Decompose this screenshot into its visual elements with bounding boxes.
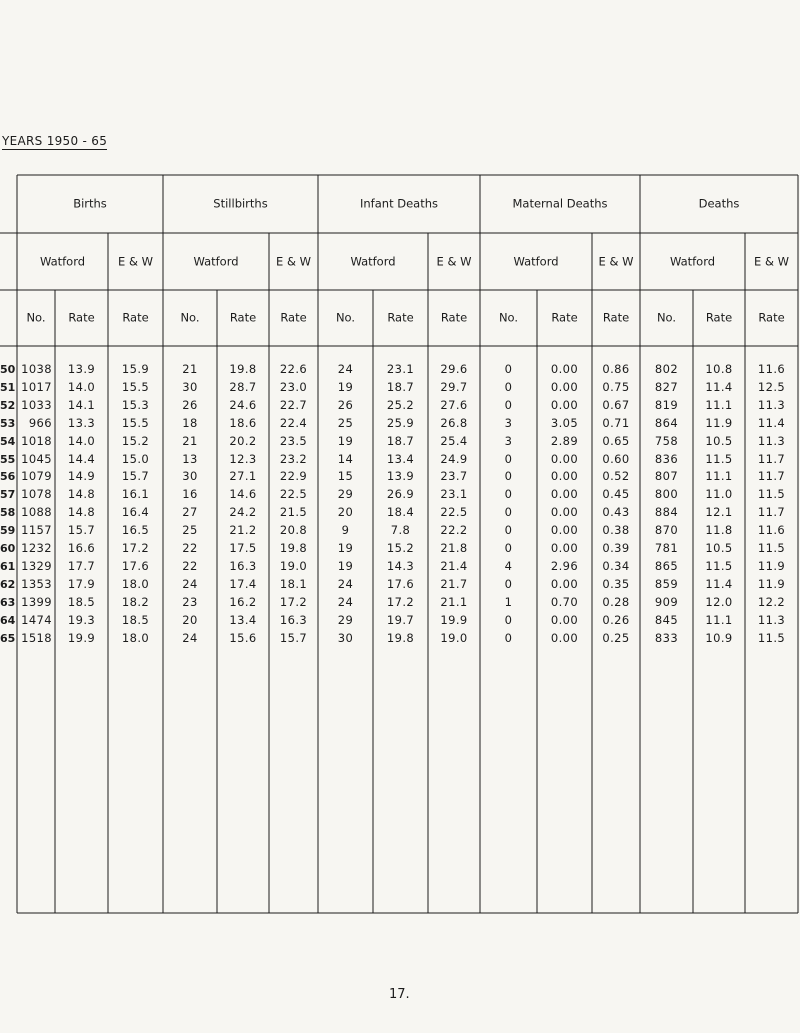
group-header: Maternal Deaths	[512, 196, 608, 211]
table-cell: 0.00	[550, 469, 579, 484]
table-cell: 21.8	[440, 541, 468, 555]
table-cell: 11.0	[705, 487, 733, 502]
table-cell: 833	[654, 630, 679, 645]
table-cell: 807	[654, 469, 679, 484]
table-cell: 11.6	[757, 362, 786, 376]
table-cell: 11.4	[705, 576, 733, 591]
column-header: Rate	[440, 310, 468, 325]
table-cell: 909	[654, 594, 679, 609]
table-cell: 15.5	[121, 415, 150, 430]
subgroup-header: Watford	[513, 253, 559, 268]
table-cell: 10.9	[705, 630, 733, 645]
table-cell: 802	[654, 362, 679, 376]
table-cell: 884	[654, 505, 679, 520]
table-cell: 24	[182, 576, 198, 591]
table-cell: 14.1	[67, 397, 96, 412]
table-cell: 18.7	[386, 433, 415, 448]
table-cell: 0	[504, 612, 513, 627]
table-cell: 23.5	[279, 433, 308, 448]
table-cell: 29.6	[440, 362, 468, 376]
column-header: Rate	[602, 310, 630, 325]
table-cell: 15	[337, 469, 354, 484]
table-cell: 12.2	[757, 594, 786, 609]
table-cell: 22	[182, 541, 198, 555]
table-cell: 14.3	[386, 558, 415, 573]
table-cell: 19.3	[67, 612, 96, 627]
table-cell: 13.9	[386, 469, 415, 484]
table-cell: 0.00	[550, 397, 579, 412]
table-cell: 11.1	[705, 612, 733, 627]
table-cell: 1038	[21, 362, 52, 376]
row-year: 58	[0, 506, 16, 520]
table-cell: 17.7	[67, 558, 96, 573]
table-cell: 16.1	[121, 487, 150, 502]
row-year: 60	[0, 542, 16, 555]
table-cell: 11.9	[757, 558, 786, 573]
subgroup-header: Watford	[193, 253, 239, 268]
row-year: 65	[0, 631, 16, 645]
table-cell: 17.2	[386, 594, 415, 609]
group-header: Infant Deaths	[360, 196, 438, 211]
table-cell: 24.2	[229, 505, 257, 520]
table-cell: 15.9	[121, 362, 150, 376]
table-cell: 2.89	[550, 433, 579, 448]
table-cell: 27.6	[440, 397, 468, 412]
table-cell: 0.00	[550, 379, 579, 394]
table-cell: 15.7	[121, 469, 150, 484]
table-cell: 11.5	[705, 558, 733, 573]
table-cell: 22	[182, 558, 198, 573]
column-header: Rate	[229, 310, 257, 325]
table-cell: 0.38	[602, 523, 630, 538]
table-cell: 30	[182, 469, 198, 484]
table-cell: 18.0	[121, 630, 150, 645]
table-cell: 30	[182, 379, 198, 394]
row-year: 62	[0, 577, 16, 591]
table-cell: 11.8	[705, 523, 733, 538]
table-cell: 0.65	[602, 433, 630, 448]
column-header: Rate	[551, 310, 578, 325]
row-year: 61	[0, 559, 16, 573]
table-cell: 864	[654, 415, 679, 430]
table-cell: 28.7	[229, 379, 257, 394]
table-cell: 0.00	[550, 523, 579, 538]
table-cell: 21	[182, 362, 198, 376]
row-year: 56	[0, 470, 16, 484]
table-cell: 20.8	[279, 523, 308, 538]
table-cell: 24	[337, 576, 354, 591]
table-cell: 0.75	[602, 379, 630, 394]
table-cell: 25.9	[386, 415, 415, 430]
table-cell: 17.4	[229, 576, 257, 591]
table-cell: 22.5	[279, 487, 308, 502]
table-cell: 19.9	[67, 630, 96, 645]
table-cell: 17.9	[67, 576, 96, 591]
table-cell: 870	[654, 523, 679, 538]
table-cell: 11.5	[757, 630, 786, 645]
table-cell: 1329	[21, 558, 52, 573]
table-cell: 14.8	[67, 487, 96, 502]
table-cell: 15.5	[121, 379, 150, 394]
table-cell: 19.8	[279, 541, 308, 555]
row-year: 53	[0, 416, 16, 430]
table-cell: 18.0	[121, 576, 150, 591]
table-cell: 0.70	[550, 594, 579, 609]
table-cell: 20.2	[229, 433, 257, 448]
table-cell: 15.3	[121, 397, 150, 412]
table-cell: 827	[654, 379, 679, 394]
table-cell: 0.60	[602, 451, 630, 466]
table-cell: 20	[337, 505, 354, 520]
row-year: 55	[0, 452, 16, 466]
row-year: 52	[0, 398, 16, 412]
table-cell: 21	[182, 433, 198, 448]
table-cell: 21.2	[229, 523, 257, 538]
table-cell: 19.8	[229, 362, 257, 376]
table-cell: 819	[654, 397, 679, 412]
table-cell: 24	[182, 630, 198, 645]
table-cell: 1018	[21, 433, 52, 448]
table-cell: 0	[504, 469, 513, 484]
table-cell: 0.35	[602, 576, 630, 591]
table-cell: 30	[337, 630, 354, 645]
table-cell: 16.3	[279, 612, 308, 627]
table-cell: 13.3	[67, 415, 96, 430]
table-cell: 11.4	[705, 379, 733, 394]
table-cell: 800	[654, 487, 679, 502]
table-cell: 24	[337, 594, 354, 609]
table-cell: 836	[654, 451, 679, 466]
table-cell: 21.5	[279, 505, 308, 520]
table-cell: 11.5	[705, 451, 733, 466]
table-cell: 0.71	[602, 415, 630, 430]
column-header: No.	[26, 310, 46, 325]
table-cell: 1474	[21, 612, 52, 627]
table-cell: 23	[182, 594, 198, 609]
table-cell: 10.8	[705, 362, 733, 376]
row-year: 64	[0, 613, 16, 627]
table-cell: 11.9	[705, 415, 733, 430]
table-cell: 1232	[21, 541, 52, 555]
group-header: Stillbirths	[213, 196, 268, 211]
table-cell: 26.9	[386, 487, 415, 502]
table-cell: 15.7	[67, 523, 96, 538]
row-year: 59	[0, 524, 16, 538]
table-cell: 2.96	[550, 558, 579, 573]
table-cell: 22.9	[279, 469, 308, 484]
table-cell: 11.1	[705, 469, 733, 484]
column-header: No.	[498, 310, 519, 325]
table-cell: 14	[337, 451, 354, 466]
subgroup-header: E & W	[754, 253, 789, 268]
table-cell: 18	[182, 415, 198, 430]
table-cell: 27.1	[229, 469, 257, 484]
table-cell: 14.4	[67, 451, 96, 466]
group-header: Deaths	[698, 196, 740, 211]
table-cell: 11.7	[757, 469, 786, 484]
table-cell: 865	[654, 558, 679, 573]
table-cell: 11.7	[757, 505, 786, 520]
table-cell: 29.7	[440, 379, 468, 394]
table-cell: 26.8	[440, 415, 468, 430]
table-cell: 21.4	[440, 558, 468, 573]
table-cell: 0	[504, 541, 513, 555]
table-cell: 19.0	[279, 558, 308, 573]
table-cell: 15.2	[386, 541, 415, 555]
table-cell: 26	[182, 397, 198, 412]
table-cell: 19	[337, 433, 354, 448]
table-cell: 0.00	[550, 362, 579, 376]
table-cell: 23.7	[440, 469, 468, 484]
table-cell: 758	[654, 433, 679, 448]
table-cell: 0	[504, 523, 513, 538]
table-cell: 0	[504, 630, 513, 645]
table-cell: 14.8	[67, 505, 96, 520]
row-year: 51	[0, 380, 16, 394]
table-cell: 0	[504, 379, 513, 394]
table-cell: 7.8	[390, 523, 411, 538]
table-cell: 1079	[21, 469, 52, 484]
table-cell: 17.2	[121, 541, 150, 555]
table-cell: 0.00	[550, 576, 579, 591]
table-cell: 22.5	[440, 505, 468, 520]
subgroup-header: E & W	[276, 253, 311, 268]
table-cell: 0	[504, 487, 513, 502]
table-cell: 11.7	[757, 451, 786, 466]
table-cell: 11.1	[705, 397, 733, 412]
table-cell: 0	[504, 397, 513, 412]
table-cell: 15.7	[279, 630, 308, 645]
table-cell: 11.5	[757, 541, 786, 555]
table-cell: 966	[28, 415, 52, 430]
table-cell: 18.6	[229, 415, 257, 430]
column-header: No.	[656, 310, 677, 325]
table-cell: 1	[504, 594, 513, 609]
table-cell: 9	[341, 523, 350, 538]
table-cell: 16.2	[229, 594, 257, 609]
table-cell: 0.43	[602, 505, 630, 520]
table-cell: 23.1	[386, 362, 415, 376]
table-cell: 25.4	[440, 433, 468, 448]
table-cell: 22.7	[279, 397, 308, 412]
table-cell: 18.7	[386, 379, 415, 394]
table-cell: 1088	[21, 505, 52, 520]
table-cell: 0.00	[550, 612, 579, 627]
row-year: 50	[0, 363, 16, 376]
group-header: Births	[73, 196, 107, 211]
table-cell: 19.8	[386, 630, 415, 645]
table-cell: 781	[654, 541, 679, 555]
subgroup-header: E & W	[436, 253, 472, 268]
column-header: Rate	[280, 310, 307, 325]
table-cell: 14.0	[67, 379, 96, 394]
table-cell: 11.6	[757, 523, 786, 538]
table-cell: 18.5	[121, 612, 150, 627]
table-cell: 16.5	[121, 523, 150, 538]
column-header: Rate	[68, 310, 95, 325]
table-cell: 11.3	[757, 433, 786, 448]
table-cell: 14.9	[67, 469, 96, 484]
column-header: Rate	[387, 310, 414, 325]
table-cell: 3	[504, 415, 513, 430]
table-cell: 0.25	[602, 630, 630, 645]
table-cell: 24	[337, 362, 354, 376]
table-cell: 1353	[21, 576, 52, 591]
table-cell: 19	[337, 558, 354, 573]
table-cell: 24.9	[440, 451, 468, 466]
table-cell: 17.6	[121, 558, 150, 573]
table-cell: 19.0	[440, 630, 468, 645]
column-header: Rate	[705, 310, 733, 325]
table-cell: 18.5	[67, 594, 96, 609]
table-cell: 0	[504, 505, 513, 520]
table-cell: 14.6	[229, 487, 257, 502]
table-cell: 22.2	[440, 523, 468, 538]
table-cell: 16	[182, 487, 198, 502]
table-cell: 18.1	[279, 576, 308, 591]
column-header: Rate	[758, 310, 785, 325]
table-cell: 16.4	[121, 505, 150, 520]
table-cell: 0.00	[550, 541, 579, 555]
table-cell: 19	[337, 541, 354, 555]
table-cell: 10.5	[705, 541, 733, 555]
table-cell: 12.0	[705, 594, 733, 609]
table-cell: 22.6	[279, 362, 308, 376]
table-cell: 859	[654, 576, 679, 591]
table-cell: 19.9	[440, 612, 468, 627]
page-heading: YEARS 1950 - 65	[2, 134, 108, 148]
table-cell: 25	[182, 523, 198, 538]
table-cell: 0.00	[550, 630, 579, 645]
table-cell: 25.2	[386, 397, 415, 412]
table-cell: 29	[337, 487, 354, 502]
table-cell: 0.34	[602, 558, 630, 573]
table-cell: 1078	[21, 487, 52, 502]
column-header: No.	[335, 310, 356, 325]
table-cell: 11.9	[757, 576, 786, 591]
page-number: 17.	[389, 987, 410, 1002]
table-cell: 18.4	[386, 505, 415, 520]
table-cell: 1045	[21, 451, 52, 466]
table-cell: 22.4	[279, 415, 308, 430]
table-cell: 29	[337, 612, 354, 627]
table-cell: 0.86	[602, 362, 630, 376]
table-cell: 13	[182, 451, 198, 466]
table-cell: 845	[654, 612, 679, 627]
table-cell: 11.5	[757, 487, 786, 502]
table-cell: 21.1	[440, 594, 468, 609]
table-cell: 13.4	[386, 451, 415, 466]
table-cell: 17.2	[279, 594, 308, 609]
table-cell: 16.6	[67, 541, 96, 555]
table-cell: 0.00	[550, 487, 579, 502]
table-cell: 15.6	[229, 630, 257, 645]
table-cell: 12.3	[229, 451, 257, 466]
table-cell: 4	[504, 558, 513, 573]
table-cell: 20	[182, 612, 198, 627]
table-cell: 21.7	[440, 576, 468, 591]
subgroup-header: E & W	[598, 253, 634, 268]
table-cell: 1033	[21, 397, 52, 412]
table-cell: 0.00	[550, 451, 579, 466]
table-cell: 27	[182, 505, 198, 520]
table-cell: 23.0	[279, 379, 308, 394]
row-year: 63	[0, 595, 16, 609]
table-cell: 1157	[21, 523, 52, 538]
table-cell: 12.1	[705, 505, 733, 520]
table-cell: 1399	[21, 594, 52, 609]
table-cell: 11.4	[757, 415, 786, 430]
table-cell: 11.3	[757, 612, 786, 627]
table-cell: 13.4	[229, 612, 257, 627]
table-cell: 0.45	[602, 487, 630, 502]
table-cell: 0	[504, 576, 513, 591]
table-cell: 3	[504, 433, 513, 448]
table-cell: 0	[504, 451, 513, 466]
subgroup-header: Watford	[39, 253, 86, 268]
table-cell: 0.26	[602, 612, 630, 627]
column-header: Rate	[122, 310, 149, 325]
table-cell: 19	[337, 379, 354, 394]
column-header: No.	[180, 310, 200, 325]
table-cell: 17.6	[386, 576, 415, 591]
table-cell: 16.3	[229, 558, 257, 573]
table-cell: 0.52	[602, 469, 630, 484]
table-cell: 13.9	[67, 362, 96, 376]
table-cell: 15.2	[121, 433, 150, 448]
table-cell: 17.5	[229, 541, 257, 555]
table-cell: 19.7	[386, 612, 415, 627]
table-cell: 0	[504, 362, 513, 376]
table-cell: 1518	[21, 630, 52, 645]
table-cell: 0.00	[550, 505, 579, 520]
table-cell: 18.2	[121, 594, 150, 609]
table-cell: 15.0	[121, 451, 150, 466]
table-cell: 26	[337, 397, 354, 412]
table-cell: 0.28	[602, 594, 630, 609]
row-year: 54	[0, 434, 16, 448]
table-cell: 25	[337, 415, 354, 430]
table-cell: 14.0	[67, 433, 96, 448]
table-cell: 3.05	[550, 415, 579, 430]
table-cell: 23.2	[279, 451, 308, 466]
table-cell: 11.3	[757, 397, 786, 412]
subgroup-header: Watford	[350, 253, 396, 268]
table-cell: 10.5	[705, 433, 733, 448]
row-year: 57	[0, 488, 16, 502]
table-cell: 1017	[21, 379, 52, 394]
table-cell: 0.67	[602, 397, 630, 412]
subgroup-header: Watford	[669, 253, 716, 268]
table-cell: 24.6	[229, 397, 257, 412]
table-cell: 12.5	[757, 379, 786, 394]
table-cell: 23.1	[440, 487, 468, 502]
table-cell: 0.39	[602, 541, 630, 555]
subgroup-header: E & W	[118, 253, 153, 268]
